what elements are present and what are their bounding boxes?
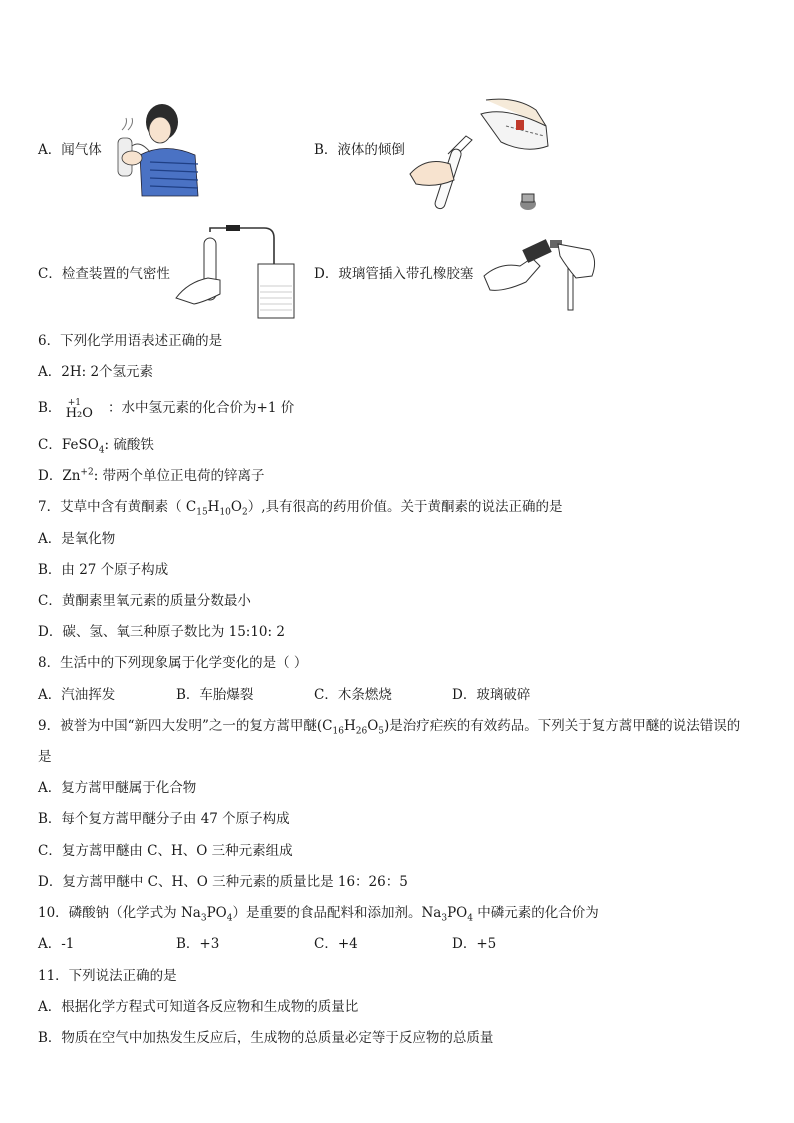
q7-option-a: A．是氧化物 — [38, 531, 116, 547]
airtightness-check-illustration — [174, 224, 298, 320]
q10-option-a: A．-1 — [38, 936, 75, 952]
q6-option-b-prefix: B． — [38, 400, 62, 416]
water-formula — [66, 399, 104, 419]
q10-option-c: C．+4 — [314, 936, 358, 952]
q9-fh: H — [343, 718, 356, 734]
q6-option-c — [38, 435, 154, 455]
q9-f2: 26 — [355, 726, 368, 737]
q7-fh: H — [207, 499, 220, 515]
q7-stem — [38, 497, 563, 517]
q6-option-a: A．2H: 2个氢元素 — [38, 364, 154, 380]
q10-p3: ）是重要的食品配料和添加剂。Na — [232, 905, 442, 921]
q10-p4: PO — [447, 905, 468, 921]
q10-option-d: D．+5 — [452, 936, 497, 952]
q6-c-prefix: C．FeSO — [38, 437, 99, 453]
q9-fo: O — [367, 718, 379, 734]
q6-stem: 6．下列化学用语表述正确的是 — [38, 333, 223, 349]
q9-f3: 5 — [378, 726, 384, 737]
q9-f1: 16 — [332, 726, 344, 737]
q7-f3: 2 — [241, 507, 248, 518]
q10-p2: PO — [206, 905, 227, 921]
q7-option-c: C．黄酮素里氧元素的质量分数最小 — [38, 593, 251, 609]
q11-option-a: A．根据化学方程式可知道各反应物和生成物的质量比 — [38, 999, 359, 1015]
q11-stem: 11．下列说法正确的是 — [38, 968, 177, 984]
q9-option-d: D．复方蒿甲醚中 C、H、O 三种元素的质量比是 16：26：5 — [38, 874, 408, 890]
q10-p5: 中磷元素的化合价为 — [472, 905, 599, 921]
q9-stem-suffix: )是治疗疟疾的有效药品。下列关于复方蒿甲醚的说法错误的 — [384, 718, 741, 734]
q9-stem-line2: 是 — [38, 749, 52, 765]
q10-s1: 3 — [200, 913, 207, 924]
q6-c-sub: 4 — [98, 445, 105, 456]
q8-option-d: D．玻璃破碎 — [452, 687, 531, 703]
q9-stem-prefix: 9．被誉为中国“新四大发明”之一的复方蒿甲醚(C — [38, 718, 333, 734]
q7-f2: 10 — [219, 507, 231, 518]
q8-option-a: A．汽油挥发 — [38, 687, 116, 703]
pour-liquid-illustration — [406, 96, 556, 216]
q10-s4: 4 — [467, 913, 473, 924]
q11-option-b: B．物质在空气中加热发生反应后，生成物的总质量必定等于反应物的总质量 — [38, 1030, 494, 1046]
q10-s2: 4 — [226, 913, 233, 924]
q5-option-b: B．液体的倾倒 — [314, 142, 405, 158]
q9-stem — [38, 716, 740, 736]
q7-option-d: D．碳、氢、氧三种原子数比为 15:10: 2 — [38, 624, 285, 640]
q7-stem-prefix: 7．艾草中含有黄酮素（ C — [38, 499, 197, 515]
q10-option-b: B．+3 — [176, 936, 220, 952]
q5-option-a: A．闻气体 — [38, 142, 102, 158]
q6-c-suffix: : 硫酸铁 — [104, 437, 154, 453]
q10-s3: 3 — [441, 913, 448, 924]
q7-fo: O — [230, 499, 242, 515]
q10-stem — [38, 903, 599, 923]
q7-f1: 15 — [196, 507, 208, 518]
q8-stem: 8．生活中的下列现象属于化学变化的是（ ） — [38, 655, 308, 671]
q6-option-b — [38, 398, 294, 419]
q6-option-b-text: ：水中氢元素的化合价为+1 价 — [108, 400, 295, 416]
q10-p1: 10．磷酸钠（化学式为 Na — [38, 905, 201, 921]
q8-option-b: B．车胎爆裂 — [176, 687, 254, 703]
oxidation-state: +1 — [67, 397, 81, 408]
q9-option-b: B．每个复方蒿甲醚分子由 47 个原子构成 — [38, 811, 290, 827]
q8-option-c: C．木条燃烧 — [314, 687, 392, 703]
smell-gas-illustration — [110, 100, 210, 198]
glass-tube-insertion-illustration — [480, 236, 600, 314]
h2o-formula: H₂O — [65, 405, 93, 421]
q9-option-a: A．复方蒿甲醚属于化合物 — [38, 780, 197, 796]
q9-option-c: C．复方蒿甲醚由 C、H、O 三种元素组成 — [38, 843, 293, 859]
q6-d-prefix: D．Zn — [38, 468, 81, 484]
q5-option-d: D．玻璃管插入带孔橡胶塞 — [314, 266, 474, 282]
q6-d-suffix: : 带两个单位正电荷的锌离子 — [93, 468, 265, 484]
q5-option-c: C．检查装置的气密性 — [38, 266, 170, 282]
q7-option-b: B．由 27 个原子构成 — [38, 562, 169, 578]
q6-d-sup: +2 — [80, 467, 94, 478]
q7-stem-suffix: ）,具有很高的药用价值。关于黄酮素的说法正确的是 — [247, 499, 563, 515]
q6-option-d — [38, 466, 265, 486]
